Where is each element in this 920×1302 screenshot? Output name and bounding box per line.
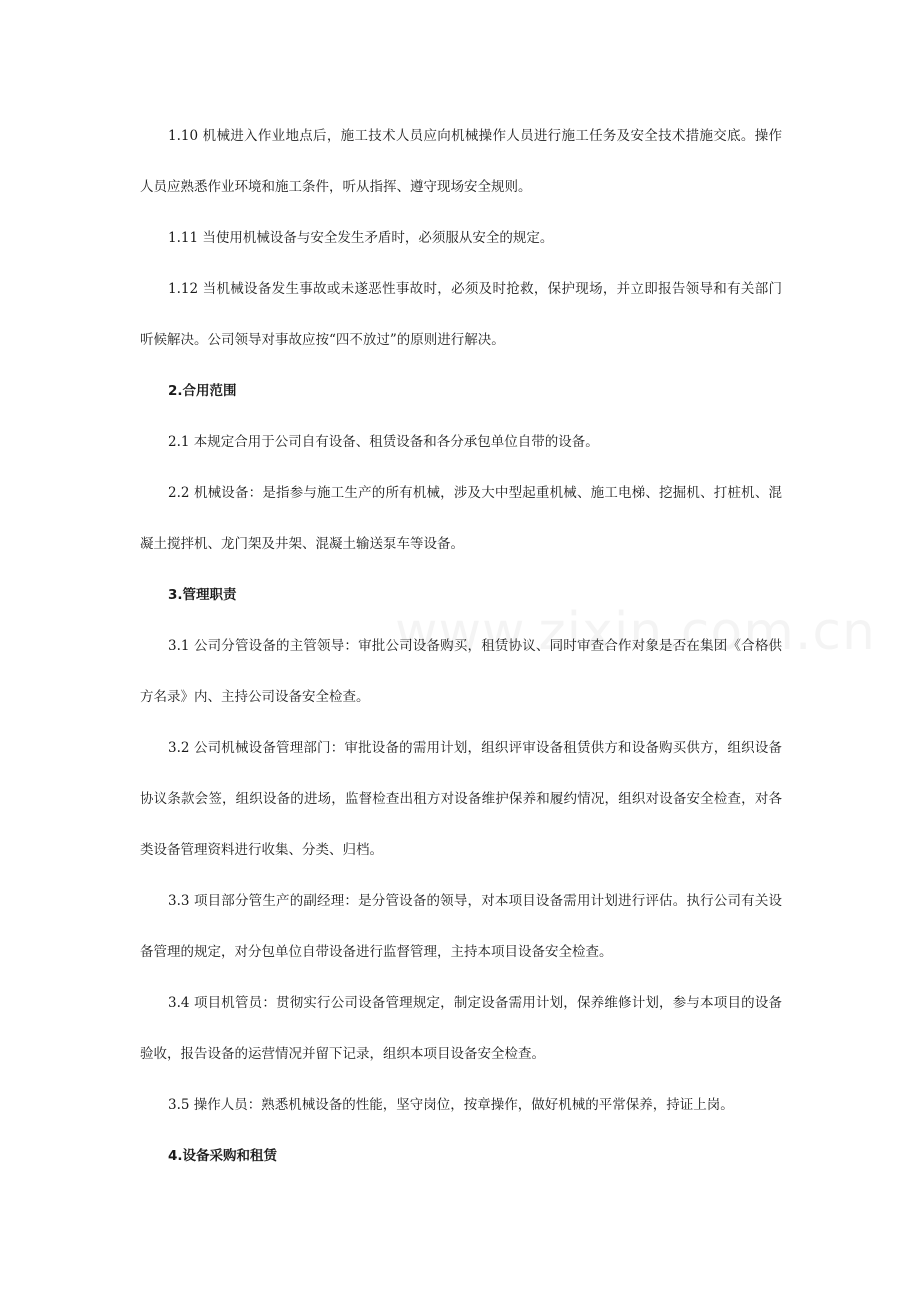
paragraph-3-4: 3.4 项目机管员：贯彻实行公司设备管理规定，制定设备需用计划，保养维修计划，参与本项目的设备验收，报告设备的运营情况并留下记录，组织本项目设备安全检查。 [140,995,782,1062]
section-heading-4: 4.设备采购和租赁 [168,1148,278,1164]
paragraph-3-3: 3.3 项目部分管生产的副经理：是分管设备的领导，对本项目设备需用计划进行评估。执行公司有关设备管理的规定，对分包单位自带设备进行监督管理，主持本项目设备安全检查。 [140,893,782,960]
section-heading-3: 3.管理职责 [168,587,237,603]
paragraph-2-2: 2.2 机械设备：是指参与施工生产的所有机械，涉及大中型起重机械、施工电梯、挖掘机、打桩机、混凝土搅拌机、龙门架及井架、混凝土输送泵车等设备。 [140,485,782,552]
paragraph-3-5: 3.5 操作人员：熟悉机械设备的性能，坚守岗位，按章操作，做好机械的平常保养，持证上岗。 [168,1097,734,1113]
paragraph-1-10: 1.10 机械进入作业地点后，施工技术人员应向机械操作人员进行施工任务及安全技术措施交底。操作人员应熟悉作业环境和施工条件，听从指挥、遵守现场安全规则。 [140,128,782,195]
paragraph-2-1: 2.1 本规定合用于公司自有设备、租赁设备和各分承包单位自带的设备。 [168,434,599,450]
paragraph-3-1: 3.1 公司分管设备的主管领导：审批公司设备购买，租赁协议、同时审查合作对象是否在集团《合格供方名录》内、主持公司设备安全检查。 [140,638,782,705]
section-heading-2: 2.合用范围 [168,383,237,399]
paragraph-1-11: 1.11 当使用机械设备与安全发生矛盾时，必须服从安全的规定。 [168,230,554,246]
paragraph-3-2: 3.2 公司机械设备管理部门：审批设备的需用计划，组织评审设备租赁供方和设备购买供方，组织设备协议条款会签，组织设备的进场，监督检查出租方对设备维护保养和履约情况，组织对设备安全检查，对各类设备管理资料进行收集、分类、归档。 [140,740,782,858]
paragraph-1-12: 1.12 当机械设备发生事故或未遂恶性事故时，必须及时抢救，保护现场，并立即报告领导和有关部门听候解决。公司领导对事故应按“四不放过”的原则进行解决。 [140,281,782,348]
